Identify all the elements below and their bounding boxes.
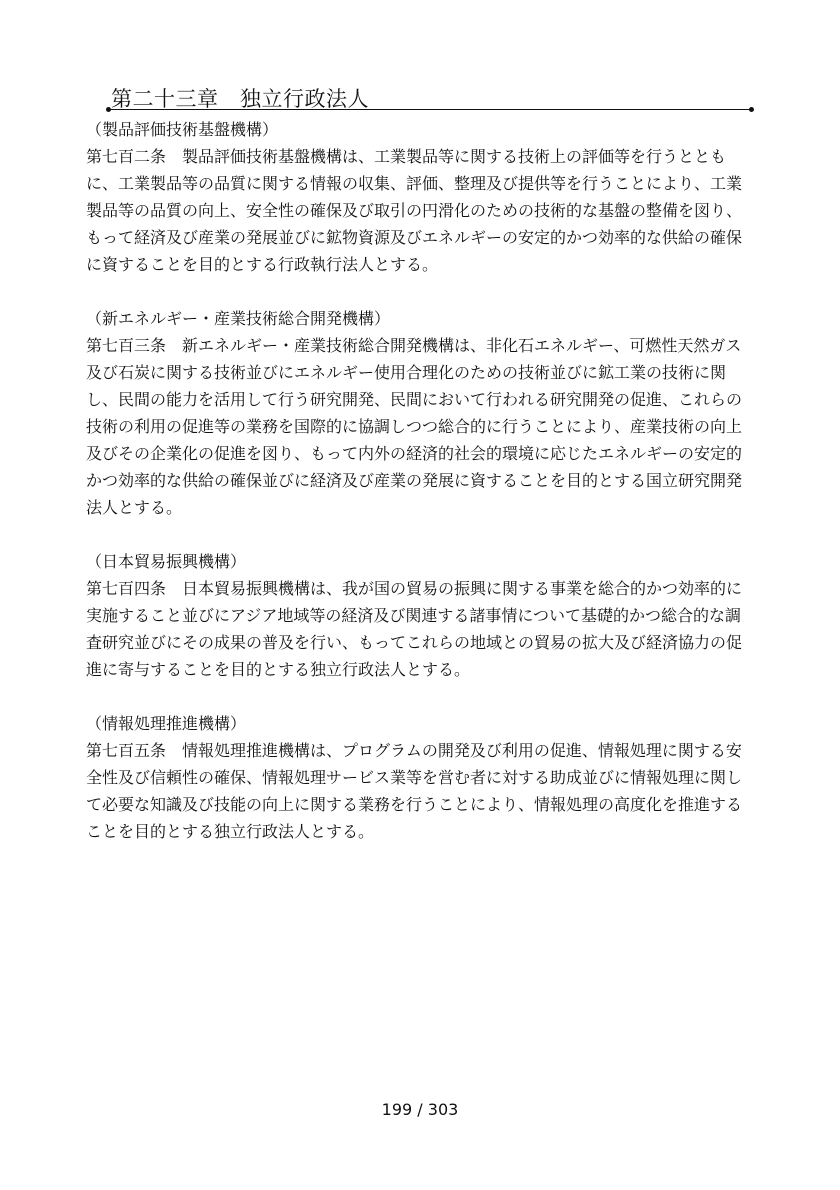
rule-right-dot <box>749 107 754 112</box>
article <box>86 710 756 845</box>
article-caption: （日本貿易振興機構） <box>86 552 247 571</box>
article-text: 製品評価技術基盤機構は、工業製品等に関する技術上の評価等を行うとともに、工業製品等の品質に関する情報の収集、評価、整理及び提供等を行うことにより、工業製品等の品質の向上、安全性の確保及び取引の円滑化のための技術的な基盤の整備を図り、もって経済及び産業の発展並びに鉱物資源及びエネルギーの安定的かつ効率的な供給の確保に資することを目的とする行政執行法人とする。 <box>86 147 743 274</box>
article-caption: （製品評価技術基盤機構） <box>86 120 279 139</box>
article <box>86 548 756 683</box>
article-body <box>86 575 756 683</box>
article-number: 第七百三条 <box>86 336 167 355</box>
article-body <box>86 332 756 521</box>
article-text: 新エネルギー・産業技術総合開発機構は、非化石エネルギー、可燃性天然ガス及び石炭に関する技術並びにエネルギー使用合理化のための技術並びに鉱工業の技術に関し、民間の能力を活用して行う研究開発、民間において行われる研究開発の促進、これらの技術の利用の促進等の業務を国際的に協調しつつ総合的に行うことにより、産業技術の向上及びその企業化の促進を図り、もって内外の経済的社会的環境に応じたエネルギーの安定的かつ効率的な供給の確保並びに経済及び産業の発展に資することを目的とする国立研究開発法人とする。 <box>86 336 743 517</box>
article <box>86 116 756 278</box>
article-number: 第七百二条 <box>86 147 167 166</box>
article <box>86 305 756 521</box>
chapter-header <box>106 84 754 112</box>
chapter-underline <box>109 109 751 110</box>
article-caption: （情報処理推進機構） <box>86 714 247 733</box>
article-body <box>86 737 756 845</box>
article-text: 情報処理推進機構は、プログラムの開発及び利用の促進、情報処理に関する安全性及び信頼性の確保、情報処理サービス業等を営む者に対する助成並びに情報処理に関して必要な知識及び技能の向上に関する業務を行うことにより、情報処理の高度化を推進することを目的とする独立行政法人とする。 <box>86 741 743 841</box>
article-caption: （新エネルギー・産業技術総合開発機構） <box>86 309 391 328</box>
article-body <box>86 143 756 278</box>
article-number: 第七百五条 <box>86 741 167 760</box>
chapter-title: 第二十三章 独立行政法人 <box>111 87 369 111</box>
document-body <box>86 116 756 872</box>
article-number: 第七百四条 <box>86 579 167 598</box>
page-number: 199 / 303 <box>381 1100 459 1119</box>
article-text: 日本貿易振興機構は、我が国の貿易の振興に関する事業を総合的かつ効率的に実施すること並びにアジア地域等の経済及び関連する諸事情について基礎的かつ総合的な調査研究並びにその成果の普及を行い、もってこれらの地域との貿易の拡大及び経済協力の促進に寄与することを目的とする独立行政法人とする。 <box>86 579 743 679</box>
